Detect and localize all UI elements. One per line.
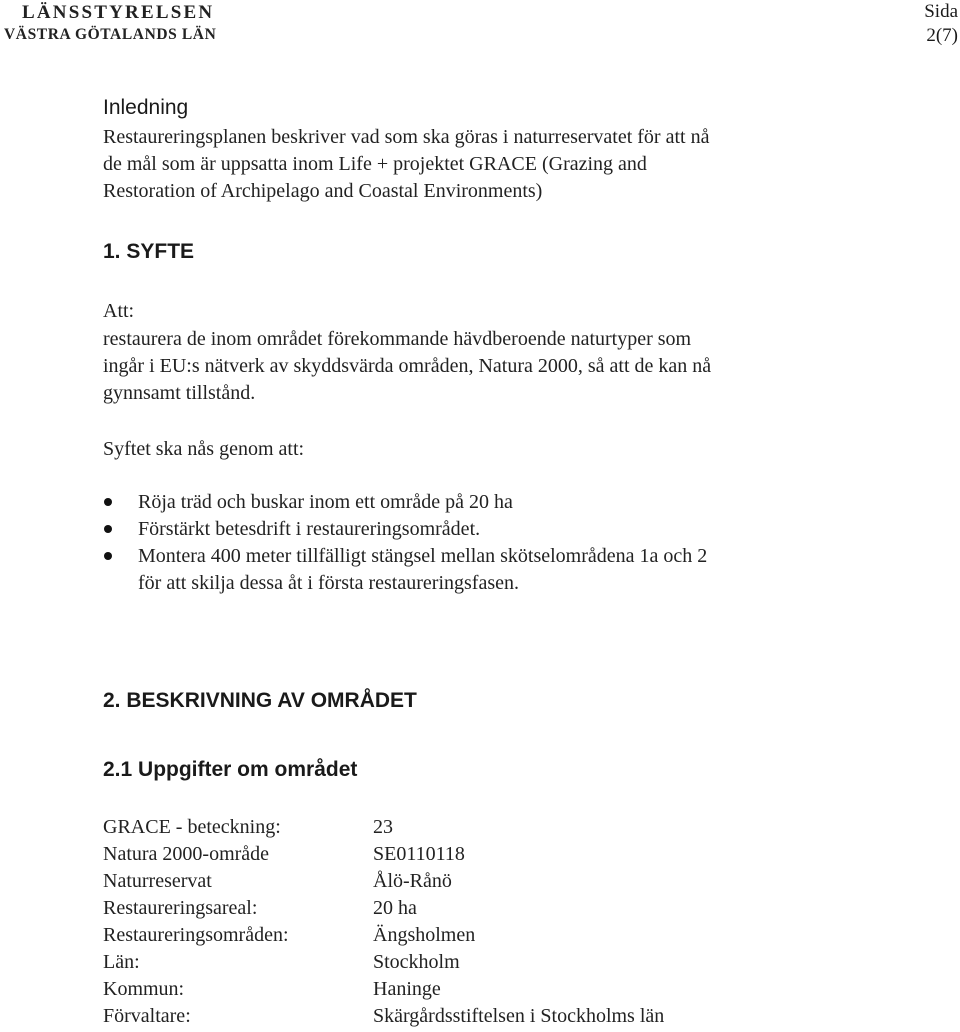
detail-value: Ängsholmen: [373, 924, 476, 946]
att-line: gynnsamt tillstånd.: [103, 382, 256, 404]
detail-value: 20 ha: [373, 897, 417, 919]
att-body: [103, 326, 711, 407]
detail-value: Stockholm: [373, 951, 460, 973]
bullet-text: Montera 400 meter tillfälligt stängsel mellan skötselområdena 1a och 2: [138, 545, 708, 567]
detail-label: GRACE - beteckning:: [103, 816, 281, 838]
bullet-text: för att skilja dessa åt i första restaureringsfasen.: [138, 572, 519, 594]
att-line: restaurera de inom området förekommande hävdberoende naturtyper som: [103, 328, 692, 350]
page-indicator: [924, 0, 958, 48]
detail-label: Restaureringsareal:: [103, 897, 258, 919]
detail-value: SE0110118: [373, 843, 465, 865]
table-row: [103, 895, 664, 922]
subsection-heading-uppgifter: 2.1 Uppgifter om området: [103, 758, 358, 781]
page-number: 2(7): [926, 25, 958, 46]
detail-value: 23: [373, 816, 393, 838]
intro-line: de mål som är uppsatta inom Life + projektet GRACE (Grazing and: [103, 153, 647, 175]
table-row: [103, 922, 664, 949]
bullet-dot-icon: [104, 525, 112, 533]
section-heading-syfte: 1. SYFTE: [103, 240, 195, 263]
logo-text-line2: VÄSTRA GÖTALANDS LÄN: [4, 26, 217, 43]
intro-line: Restoration of Archipelago and Coastal Environments): [103, 180, 543, 202]
detail-label: Naturreservat: [103, 870, 212, 892]
detail-value: Haninge: [373, 978, 441, 1000]
bullet-item: [103, 489, 707, 516]
table-row: [103, 868, 664, 895]
table-row: [103, 1003, 664, 1030]
detail-label: Förvaltare:: [103, 1005, 191, 1027]
area-details-table: [103, 814, 664, 1030]
intro-body: [103, 124, 709, 205]
att-line: ingår i EU:s nätverk av skyddsvärda områden, Natura 2000, så att de kan nå: [103, 355, 712, 377]
logo-text-line1: LÄNSSTYRELSEN: [22, 2, 215, 23]
page-label: Sida: [924, 1, 958, 22]
syftet-text: Syftet ska nås genom att:: [103, 438, 305, 460]
table-row: [103, 814, 664, 841]
bullet-item: [103, 543, 707, 597]
bullet-text: Röja träd och buskar inom ett område på 20 ha: [138, 491, 513, 513]
bullet-list: [103, 489, 707, 597]
bullet-dot-icon: [104, 498, 112, 506]
detail-label: Restaureringsområden:: [103, 924, 289, 946]
table-row: [103, 949, 664, 976]
section-heading-beskrivning: 2. BESKRIVNING AV OMRÅDET: [103, 689, 417, 712]
detail-label: Län:: [103, 951, 140, 973]
intro-line: Restaureringsplanen beskriver vad som ska göras i naturreservatet för att nå: [103, 126, 710, 148]
detail-value: Skärgårdsstiftelsen i Stockholms län: [373, 1005, 665, 1027]
detail-label: Kommun:: [103, 978, 185, 1000]
detail-value: Ålö-Rånö: [373, 870, 452, 892]
att-label: Att:: [103, 300, 135, 322]
table-row: [103, 976, 664, 1003]
bullet-item: [103, 516, 707, 543]
detail-label: Natura 2000-område: [103, 843, 270, 865]
table-row: [103, 841, 664, 868]
bullet-dot-icon: [104, 552, 112, 560]
bullet-text: Förstärkt betesdrift i restaureringsområdet.: [138, 518, 481, 540]
intro-title: Inledning: [103, 96, 189, 119]
